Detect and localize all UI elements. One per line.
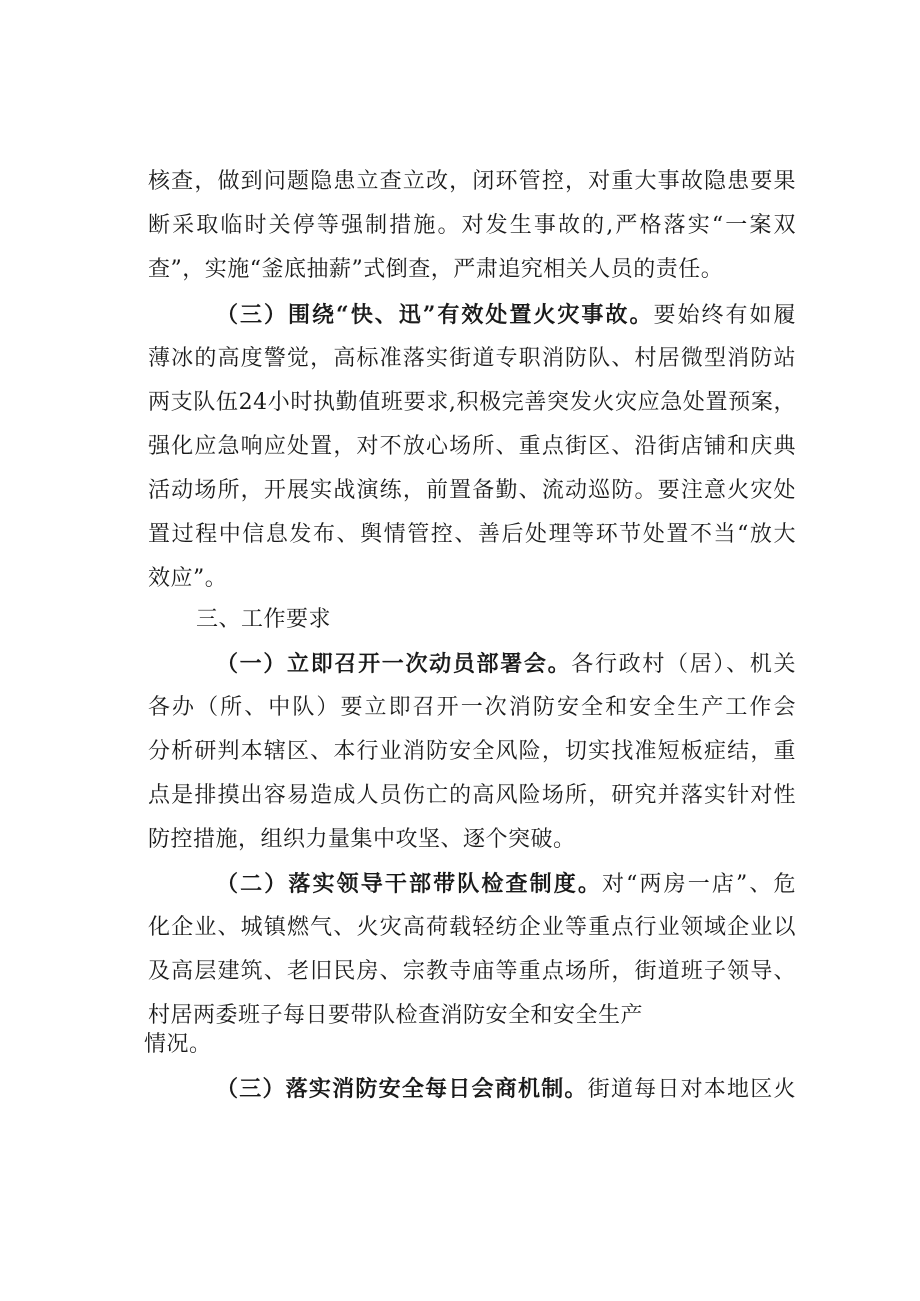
paragraph-text: 街道每日对本地区火	[587, 1077, 796, 1102]
paragraph-line: 点是排摸出容易造成人员伤亡的高风险场所，研究并落实针对性	[148, 783, 796, 808]
paragraph-line: 化企业、城镇燃气、火灾高荷载轻纺企业等重点行业领域企业以	[148, 915, 796, 940]
section-heading: （三）落实消防安全每日会商机制。	[216, 1076, 588, 1102]
section-heading-line	[216, 866, 796, 902]
paragraph-line: 及高层建筑、老旧民房、宗教寺庙等重点场所，街道班子领导、	[148, 959, 796, 984]
section-heading-line	[216, 646, 796, 682]
paragraph-line: 核查，做到问题隐患立查立改，闭环管控，对重大事故隐患要果	[148, 169, 796, 194]
paragraph-line: 断采取临时关停等强制措施。对发生事故的,严格落实“一案双	[148, 213, 796, 238]
paragraph-line: 强化应急响应处置，对不放心场所、重点街区、沿街店铺和庆典	[148, 434, 796, 459]
paragraph-line: 活动场所，开展实战演练，前置备勤、流动巡防。要注意火灾处	[148, 478, 796, 503]
chapter-heading: 三、工作要求	[196, 607, 332, 632]
section-heading: （二）落实领导干部带队检查制度。	[216, 871, 602, 897]
paragraph-text: 各行政村（居）、机关	[571, 652, 796, 677]
paragraph-line: 情况。	[144, 1032, 212, 1057]
paragraph-line: 各办（所、中队）要立即召开一次消防安全和安全生产工作会	[148, 695, 796, 720]
paragraph-line: 效应”。	[148, 566, 228, 591]
section-heading-line	[216, 1071, 796, 1107]
paragraph-line: 两支队伍24小时执勤值班要求,积极完善突发火灾应急处置预案，	[148, 390, 796, 415]
paragraph-line: 薄冰的高度警觉，高标准落实街道专职消防队、村居微型消防站	[148, 346, 796, 371]
paragraph-text: 对“两房一店”、危	[602, 872, 796, 897]
paragraph-line: 防控措施，组织力量集中攻坚、逐个突破。	[148, 827, 576, 852]
paragraph-line: 村居两委班子每日要带队检查消防安全和安全生产	[148, 1003, 644, 1028]
paragraph-line: 置过程中信息发布、舆情管控、善后处理等环节处置不当“放大	[148, 522, 796, 547]
paragraph-line: 分析研判本辖区、本行业消防安全风险，切实找准短板症结，重	[148, 739, 796, 764]
paragraph-line: 查”，实施“釜底抽薪”式倒查，严肃追究相关人员的责任。	[148, 257, 724, 282]
section-heading-line	[216, 297, 796, 333]
section-heading: （一）立即召开一次动员部署会。	[216, 651, 572, 677]
paragraph-text: 要始终有如履	[653, 303, 796, 328]
section-heading: （三）围绕“快、迅”有效处置火灾事故。	[216, 302, 654, 328]
